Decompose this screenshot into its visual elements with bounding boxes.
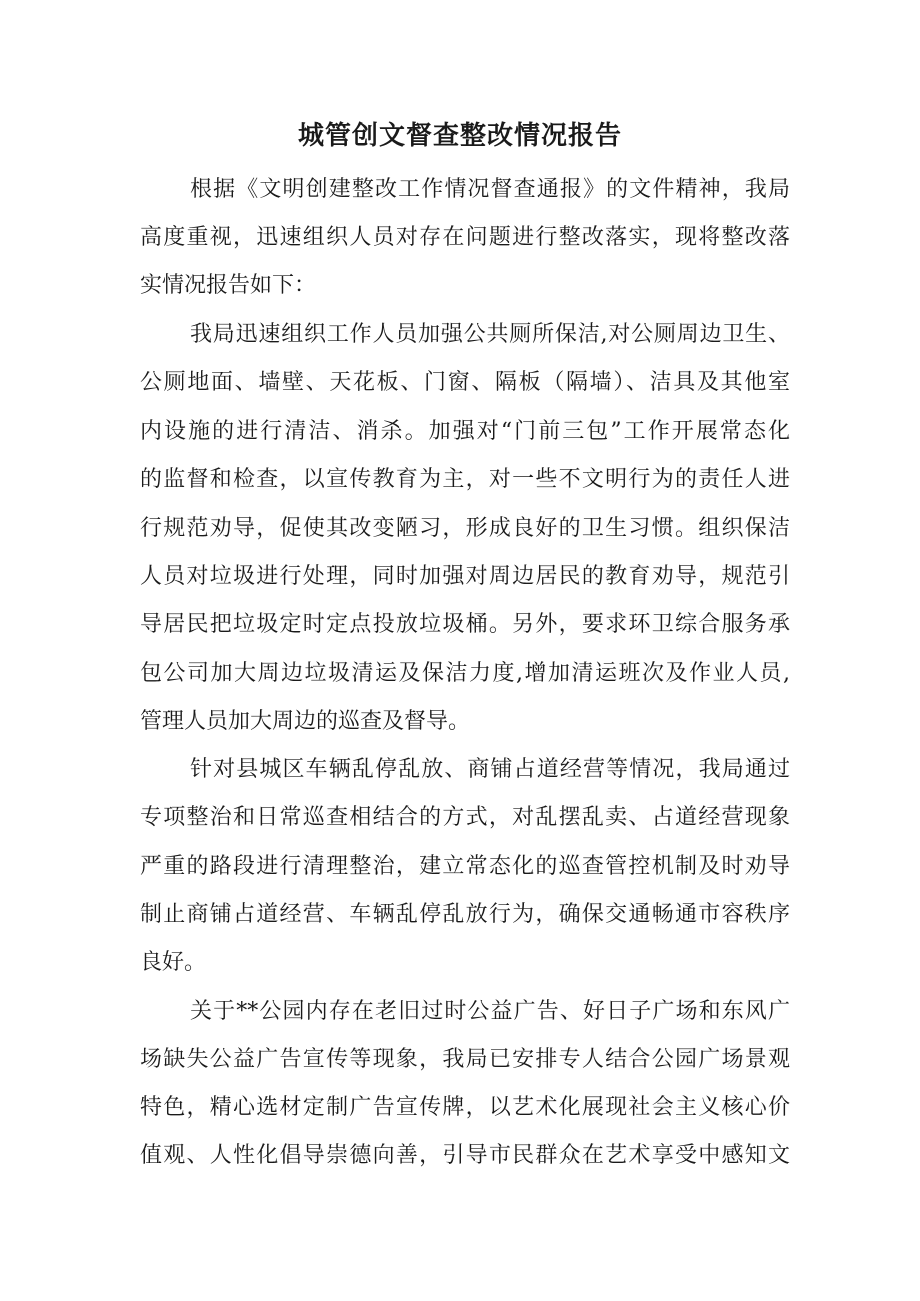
- paragraph-3-line-2: 专项整治和日常巡查相结合的方式，对乱摆乱卖、占道经营现象: [140, 805, 790, 830]
- paragraph-1-line-1: 根据《文明创建整改工作情况督查通报》的文件精神，我局: [190, 177, 790, 202]
- paragraph-1-line-2: 高度重视，迅速组织人员对存在问题进行整改落实，现将整改落: [140, 225, 790, 250]
- paragraph-3-line-1: 针对县城区车辆乱停乱放、商铺占道经营等情况，我局通过: [190, 757, 790, 782]
- paragraph-4-line-3: 特色，精心选材定制广告宣传牌，以艺术化展现社会主义核心价: [140, 1095, 790, 1120]
- paragraph-4-line-2: 场缺失公益广告宣传等现象，我局已安排专人结合公园广场景观: [140, 1047, 790, 1072]
- paragraph-2-line-1: 我局迅速组织工作人员加强公共厕所保洁,对公厕周边卫生、: [190, 322, 790, 347]
- paragraph-2-line-9: 管理人员加大周边的巡查及督导。: [140, 709, 471, 734]
- paragraph-2-line-5: 行规范劝导，促使其改变陋习，形成良好的卫生习惯。组织保洁: [140, 516, 790, 541]
- paragraph-3-line-5: 良好。: [140, 950, 207, 975]
- paragraph-2-line-2: 公厕地面、墙壁、天花板、门窗、隔板（隔墙）、洁具及其他室: [140, 370, 790, 395]
- paragraph-2-line-3: 内设施的进行清洁、消杀。加强对“门前三包”工作开展常态化: [140, 419, 790, 444]
- paragraph-1-line-3: 实情况报告如下：: [140, 273, 317, 298]
- paragraph-2-line-4: 的监督和检查，以宣传教育为主，对一些不文明行为的责任人进: [140, 467, 790, 492]
- paragraph-2-line-8: 包公司加大周边垃圾清运及保洁力度,增加清运班次及作业人员,: [140, 661, 790, 686]
- paragraph-4-line-4: 值观、人性化倡导崇德向善，引导市民群众在艺术享受中感知文: [140, 1143, 790, 1168]
- paragraph-3-line-3: 严重的路段进行清理整治，建立常态化的巡查管控机制及时劝导: [140, 854, 790, 879]
- paragraph-4-line-1: 关于**公园内存在老旧过时公益广告、好日子广场和东风广: [190, 999, 790, 1024]
- paragraph-2-line-7: 导居民把垃圾定时定点投放垃圾桶。另外，要求环卫综合服务承: [140, 612, 790, 637]
- document-title: 城管创文督查整改情况报告: [297, 121, 622, 151]
- paragraph-3-line-4: 制止商铺占道经营、车辆乱停乱放行为，确保交通畅通市容秩序: [140, 902, 790, 927]
- paragraph-2-line-6: 人员对垃圾进行处理，同时加强对周边居民的教育劝导，规范引: [140, 564, 790, 589]
